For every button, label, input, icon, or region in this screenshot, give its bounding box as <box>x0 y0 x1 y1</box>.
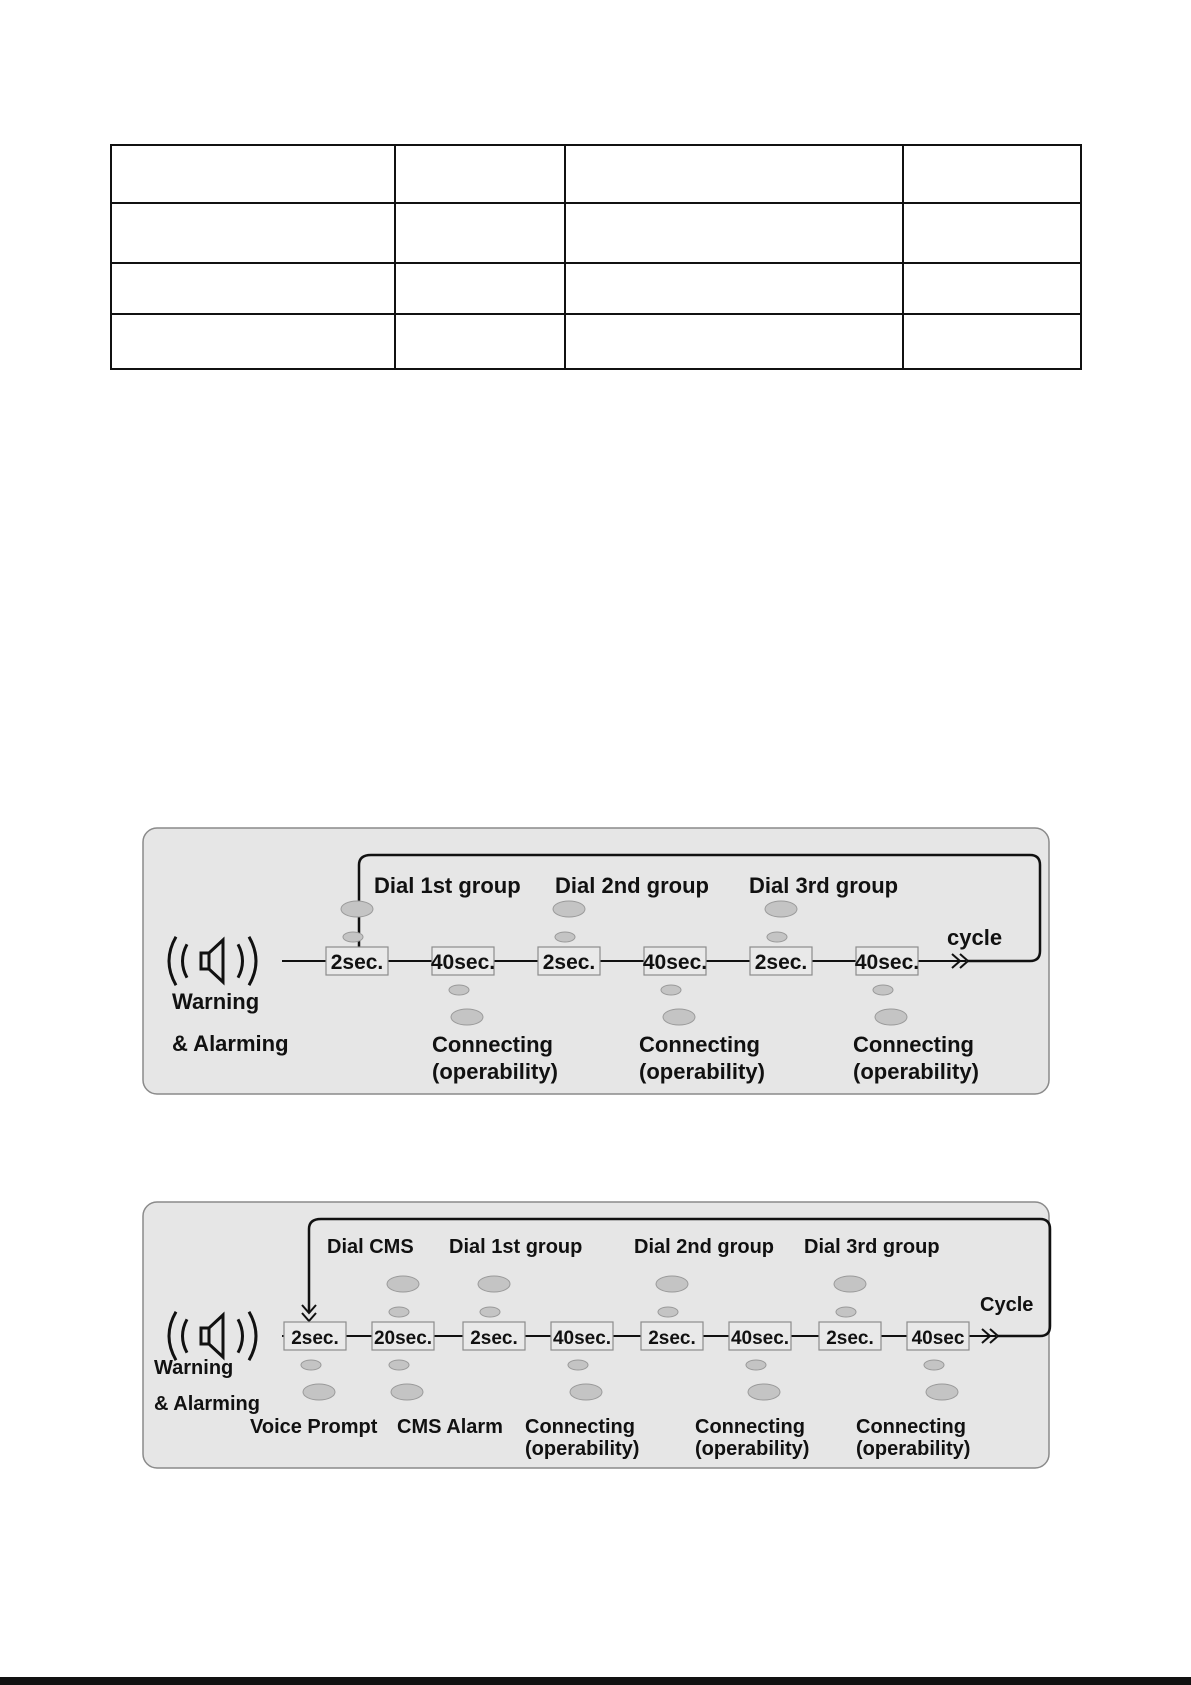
node-label: 2sec. <box>754 951 808 974</box>
indicator-dot <box>478 1276 510 1292</box>
node-label: 2sec. <box>648 1328 696 1349</box>
dial-label: Dial 1st group <box>449 1236 583 1258</box>
node-label: 40sec. <box>854 951 920 974</box>
table-cell <box>395 314 565 369</box>
node-label: 2sec. <box>291 1328 339 1349</box>
dial-label: Dial 3rd group <box>749 873 899 898</box>
loop-label: cycle <box>947 925 1003 950</box>
table-row <box>111 145 1081 203</box>
node-label: 2sec. <box>330 951 384 974</box>
indicator-dot <box>480 1307 500 1317</box>
indicator-dot <box>570 1384 602 1400</box>
node-label: 40sec. <box>642 951 708 974</box>
diagram-2-canvas <box>142 1201 1050 1469</box>
table-cell <box>565 145 903 203</box>
table-cell <box>565 263 903 314</box>
indicator-dot <box>873 985 893 995</box>
node-label: 40sec <box>911 1328 965 1349</box>
indicator-dot <box>748 1384 780 1400</box>
status-label: (operability) <box>856 1438 971 1460</box>
node-label: 2sec. <box>826 1328 874 1349</box>
node-label: 20sec. <box>373 1328 433 1349</box>
indicator-dot <box>875 1009 907 1025</box>
dial-label: Dial 3rd group <box>804 1236 940 1258</box>
dial-label: Dial 2nd group <box>634 1236 774 1258</box>
indicator-dot <box>555 932 575 942</box>
indicator-dot <box>449 985 469 995</box>
status-label: (operability) <box>432 1059 558 1084</box>
diagram-1-canvas <box>142 827 1050 1095</box>
table-cell <box>111 145 395 203</box>
indicator-dot <box>553 901 585 917</box>
alarm-cycle-diagram-1 <box>142 827 1050 1095</box>
dial-label: Dial 2nd group <box>555 873 709 898</box>
status-label: (operability) <box>853 1059 979 1084</box>
node-label: 40sec. <box>430 951 496 974</box>
source-label: & Alarming <box>172 1031 289 1056</box>
node-label: 2sec. <box>542 951 596 974</box>
indicator-dot <box>765 901 797 917</box>
alarm-cycle-diagram-2 <box>142 1201 1050 1469</box>
status-label: (operability) <box>695 1438 810 1460</box>
table-cell <box>565 203 903 263</box>
table-cell <box>903 145 1081 203</box>
indicator-dot <box>341 901 373 917</box>
indicator-dot <box>303 1384 335 1400</box>
source-label: Warning <box>154 1357 234 1379</box>
status-label: Connecting <box>695 1416 805 1438</box>
table-cell <box>903 314 1081 369</box>
dial-label: Dial 1st group <box>374 873 521 898</box>
status-label: CMS Alarm <box>397 1416 503 1438</box>
source-label: Warning <box>172 989 260 1014</box>
table-cell <box>903 203 1081 263</box>
indicator-dot <box>656 1276 688 1292</box>
source-label: & Alarming <box>154 1393 260 1415</box>
indicator-dot <box>924 1360 944 1370</box>
indicator-dot <box>746 1360 766 1370</box>
indicator-dot <box>301 1360 321 1370</box>
table-row <box>111 314 1081 369</box>
status-label: (operability) <box>639 1059 765 1084</box>
table-cell <box>111 203 395 263</box>
indicator-dot <box>926 1384 958 1400</box>
indicator-dot <box>836 1307 856 1317</box>
node-label: 40sec. <box>552 1328 612 1349</box>
table-cell <box>395 263 565 314</box>
indicator-dot <box>391 1384 423 1400</box>
indicator-dot <box>387 1276 419 1292</box>
status-label: Connecting <box>639 1032 760 1057</box>
node-label: 2sec. <box>470 1328 518 1349</box>
node-label: 40sec. <box>730 1328 790 1349</box>
indicator-dot <box>663 1009 695 1025</box>
status-label: Connecting <box>856 1416 966 1438</box>
table-cell <box>395 203 565 263</box>
page-footer-bar <box>0 1677 1191 1685</box>
status-label: Connecting <box>853 1032 974 1057</box>
empty-table <box>110 144 1082 370</box>
table-row <box>111 203 1081 263</box>
table-row <box>111 263 1081 314</box>
status-label: Connecting <box>525 1416 635 1438</box>
indicator-dot <box>661 985 681 995</box>
table-cell <box>903 263 1081 314</box>
status-label: (operability) <box>525 1438 640 1460</box>
dial-label: Dial CMS <box>327 1236 414 1258</box>
indicator-dot <box>343 932 363 942</box>
indicator-dot <box>767 932 787 942</box>
indicator-dot <box>658 1307 678 1317</box>
indicator-dot <box>568 1360 588 1370</box>
status-label: Voice Prompt <box>250 1416 378 1438</box>
loop-label: Cycle <box>980 1294 1034 1316</box>
indicator-dot <box>389 1360 409 1370</box>
table-cell <box>395 145 565 203</box>
indicator-dot <box>834 1276 866 1292</box>
indicator-dot <box>389 1307 409 1317</box>
indicator-dot <box>451 1009 483 1025</box>
table-cell <box>111 314 395 369</box>
table-cell <box>111 263 395 314</box>
status-label: Connecting <box>432 1032 553 1057</box>
table-cell <box>565 314 903 369</box>
